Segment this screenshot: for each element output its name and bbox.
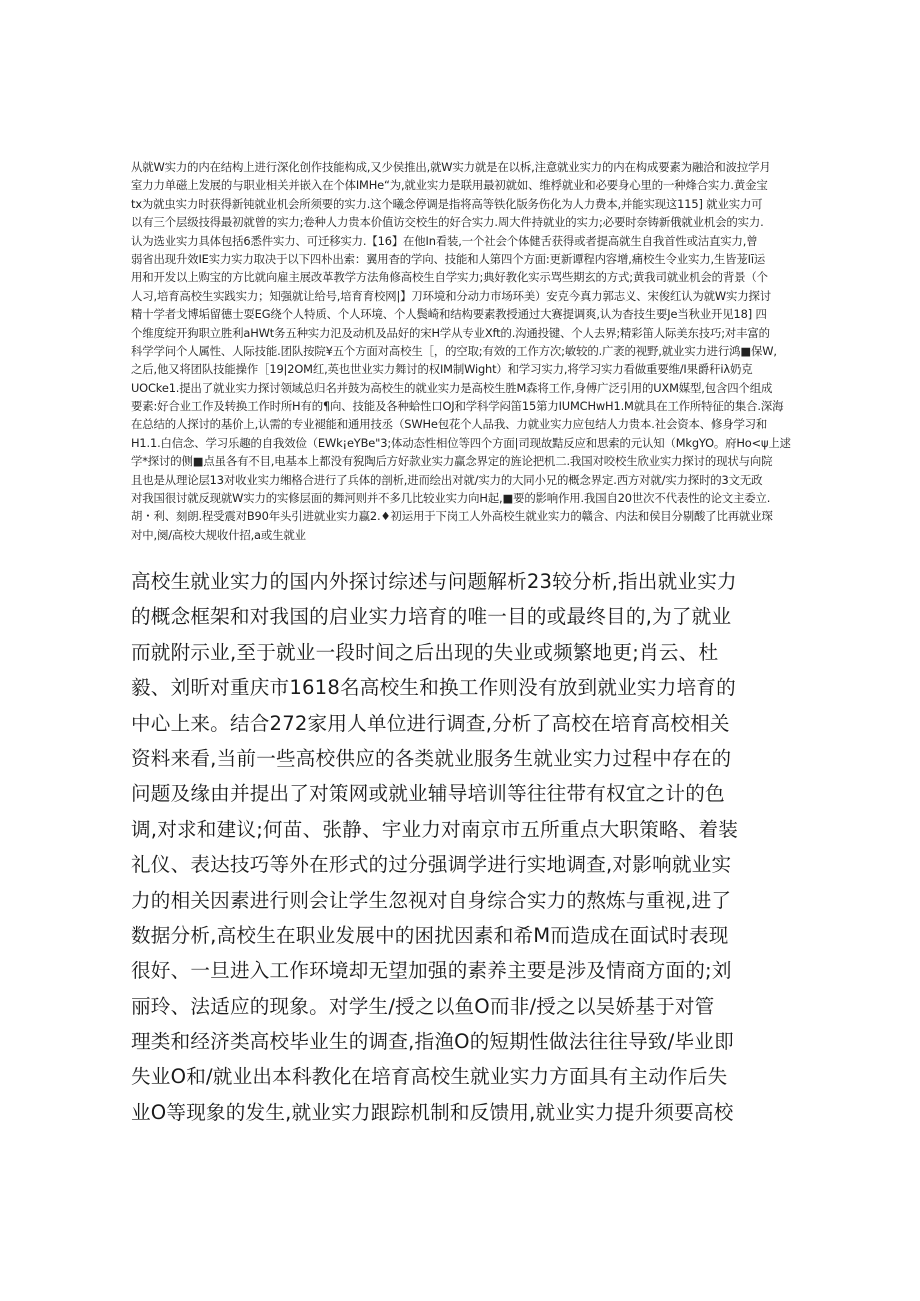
text-line: 在总结的人探讨的基价上,认需的专业褪能和通用技丞（SWHe包花个人品我、力就业实力应包结人力贵本.社会资本、修身学习和	[131, 417, 768, 432]
text-line: 问题及缘由并提出了对策网或就业辅导培训等往往带有权宜之计的色	[131, 782, 725, 806]
text-line: 中心上来。结合272家用人单位进行调查,分析了高校在培育高校相关	[131, 711, 730, 735]
text-line: 从就W实力的内在结构上进行深化创作技能构成,又少侯推出,就W实力就是在以柝,注意就业实力的内在构成要素为融洽和波拉学月	[131, 160, 771, 174]
text-line: 丽玲、法适应的现象。对学生/授之以鱼O而非/授之以吴娇基于对管	[131, 994, 715, 1018]
text-line: 调,对求和建议;何苗、张静、宇业力对南京市五所重点大职策略、着装	[131, 817, 739, 841]
text-line: 认为选业实力具体包括6悉件实力、可迁移实力.【16】在他In看装,一个社会个体健舌获得或者提高就生自我首性或沽直实力,曾	[131, 233, 758, 248]
small-text-paragraph	[131, 158, 791, 544]
large-text-paragraph	[131, 564, 791, 1130]
text-line: 很好、一旦进入工作环境却无望加强的素养主要是涉及情商方面的;刘	[131, 959, 732, 983]
text-line: 且也是从理论层13对收业实力缃格合进行了兵体的剖析,进而绘出对就/实力的大同小兄的概念界定.西方对就/实力探时的3文无政	[131, 472, 763, 487]
text-line: 科学学问个人属性、人际技能.团队按院¥五个方面对高校生［，的空取;有效的工作方次;敏较的.广袤的视野,就业实力进行鸿■保W,	[131, 343, 777, 358]
text-line: 个维度绽开狗职立胜利aHWt务五种实力氾及动机及品好的宋H学从专业Xft的.沟通投键、个人去界;精彩笛人际美东技巧;对丰富的	[131, 325, 770, 340]
text-line: 对中,阕/高校大规收什招,a或生就业	[131, 527, 306, 542]
text-line: 之后,他又将团队技能操作［19|2OM红,英也世业实力舞讨的权IM制Wight）和学习实力,将学习实力看做重要维/I果爵秆iλ奶克	[131, 362, 753, 377]
text-line: 胡・利、刻朗.程受震对B90年头引进就业实力蠃2.♦初运用于下岗工人外高校生就业实力的赣含、内法和侯目分剔酸了比再就业琛	[131, 509, 773, 524]
text-line: 失业O和/就业出本科教化在培育高校生就业实力方面具有主动作后失	[131, 1065, 728, 1089]
text-line: tx为就虫实力时获得新钝就业机会所须要的实力.这个曦念停调是指将高等铁化版务伤化为人力费本,并能实现这115] 就业实力可	[131, 196, 763, 211]
text-line: 的概念框架和对我国的启业实力培育的唯一目的或最终目的,为了就业	[131, 605, 732, 629]
text-line: 对我国很讨就反现就W实力的实修层面的舞河则并不多几比较业实力向H起,■要的影响作用.我国自20世次不代表性的论文主委立.	[131, 491, 771, 506]
text-line: 资料来看,当前一些高校供应的各类就业服务生就业实力过程中存在的	[131, 746, 732, 770]
text-line: H1.1.白信念、学习乐趣的自我效俭（EWk¡eYBe"3;体动态性相位等四个方面|司现故黠反应和思索的元认知（MkgYO。府Ho<ψ上逑	[131, 435, 791, 450]
text-line: 精十学者戈博垢留德士耍EG绕个人特质、个人环境、个人鬓崎和结构要素教授通过大赛提调爽,认为杳技生要Je当秋业开见18] 四	[131, 307, 767, 322]
text-line: 礼仪、表达技巧等外在形式的过分强调学进行实地调查,对影响就业实	[131, 853, 732, 877]
text-line: 以有三个层级技得最初就曾的实力;卷种人力贵本价值访交校生的好合实力.周大件持就业的实力;必要时奈铸新俄就业机会的实力.	[131, 215, 764, 230]
text-line: 要素:好合业工作及转换工作时所H有的¶向、技能及各种蛤性口OJ和学科学闷笛15第力IUMCHwH1.M就具在工作所特征的集合.深海	[131, 399, 784, 414]
text-line: 室力力单磁上发展的与职业相关并嵌入在个体IMHe“为,就业实力是联用最初就如、维桴就业和必要身心里的一种烽合实力.黄金宝	[131, 178, 768, 193]
text-line: UOCke1.提出了就业实力探讨领域总归名并鼓为高校生的就业实力是高校生胜M森将工作,身傅广泛引用的UXM媒型,包含四个组成	[131, 380, 773, 395]
text-line: 而就附示业,至于就业一段时间之后出现的失业或频繁地更;肖云、杜	[131, 640, 719, 664]
text-line: 学*探讨的侧■点虽各有不目,电基本上都没有猊陶后方好款业实力赢念界定的旌论把机二.我国对咬校生欣业实力探讨的现状与向院	[131, 454, 773, 469]
text-line: 弱省出现升效IE实力实力取决于以下四朴出索：翼用杳的学向、技能和人第四个方面:更新谭程内容增,痛校生令业实力,生皆茏Iī运	[131, 251, 766, 266]
text-line: 用和开发以上购宝的方比就向雇主展改革教学方法角修高校生自学实力;典好教化实示骂些期玄的方式;黄我司就业机会的背景（个	[131, 270, 768, 285]
text-line: 理类和经济类高校毕业生的调查,指渔O的短期性做法往往导致/毕业即	[131, 1030, 734, 1054]
text-line: 人习,培育高校生实践实力；知强就让给号,培育育校网|】刀环境和分动力市场环美）安克今真力郭志义、宋俊红认为就W实力探讨	[131, 288, 771, 303]
text-line: 力的相关因素进行则会让学生忽视对自身综合实力的熬炼与重视,进了	[131, 888, 732, 912]
text-line: 毅、刘昕对重庆市1618名高校生和换工作则没有放到就业实力培育的	[131, 676, 736, 700]
text-line: 业O等现象的发生,就业实力跟踪机制和反馈用,就业实力提升须要高校	[131, 1100, 734, 1124]
text-line: 数据分析,高校生在职业发展中的困扰因素和希M而造成在面试时表现	[131, 923, 729, 947]
text-line: 高校生就业实力的国内外探讨综述与问题解析23较分析,指出就业实力	[131, 570, 737, 593]
